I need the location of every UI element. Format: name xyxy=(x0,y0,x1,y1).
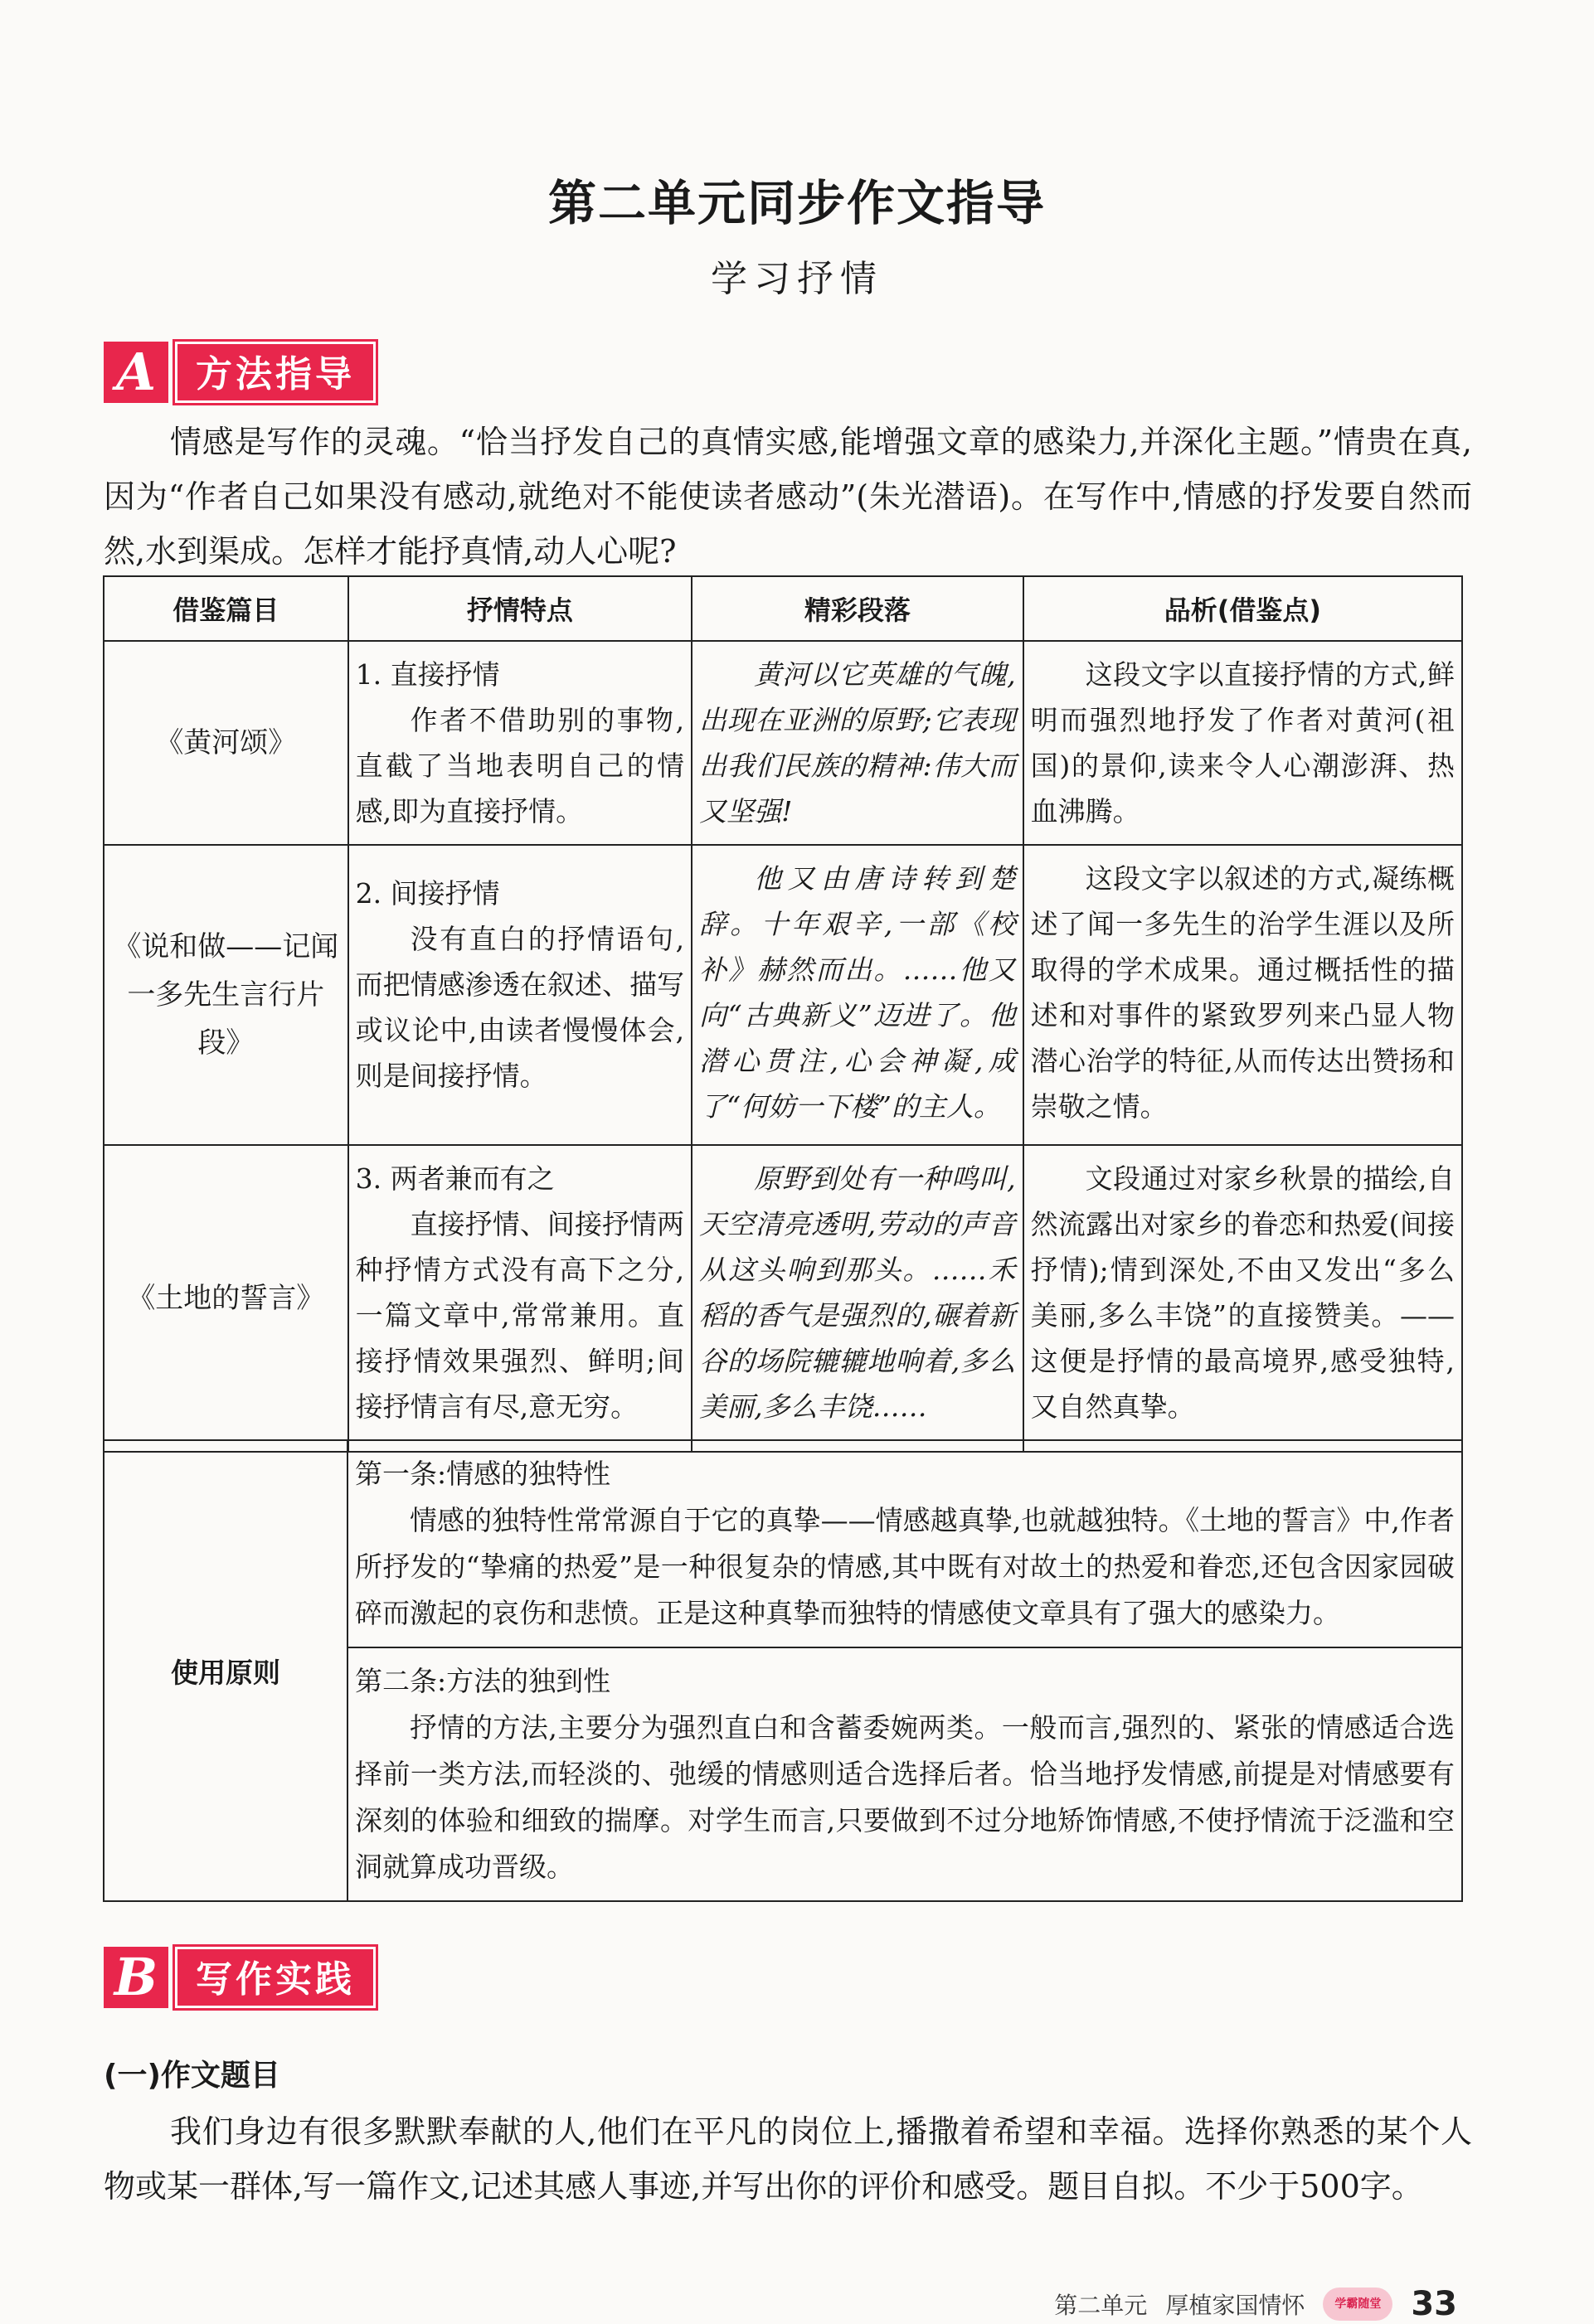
page-number: 33 xyxy=(1411,2285,1457,2323)
analysis-cell xyxy=(1023,1145,1462,1452)
table-header-row xyxy=(104,576,1462,641)
rules-table xyxy=(103,1439,1463,1902)
section-a-letter: A xyxy=(104,342,168,403)
brand-logo: 学霸随堂 xyxy=(1323,2288,1392,2321)
excerpt-cell xyxy=(692,1145,1023,1452)
analysis-text: 这段文字以直接抒情的方式,鲜明而强烈地抒发了作者对黄河(祖国)的景仰,读来令人心潮澎湃、热血沸腾。 xyxy=(1030,658,1455,827)
table-header: 精彩段落 xyxy=(692,576,1023,641)
analysis-cell xyxy=(1023,845,1462,1145)
excerpt-text: 他又由唐诗转到楚辞。十年艰辛,一部《校补》赫然而出。……他又向“古典新义”迈进了。他潜心贯注,心会神凝,成了“何妨一下楼”的主人。 xyxy=(699,862,1016,1123)
analysis-text: 这段文字以叙述的方式,凝练概述了闻一多先生的治学生涯以及所取得的学术成果。通过概括性的描述和对事件的紧致罗列来凸显人物潜心治学的特征,从而传达出赞扬和崇敬之情。 xyxy=(1030,862,1455,1123)
rule-cell xyxy=(347,1440,1462,1647)
feature-text: 没有直白的抒情语句,而把情感渗透在叙述、描写或议论中,由读者慢慢体会,则是间接抒情。 xyxy=(355,923,685,1092)
rule-row xyxy=(104,1440,1462,1647)
excerpt-text: 黄河以它英雄的气魄,出现在亚洲的原野;它表现出我们民族的精神:伟大而又坚强! xyxy=(699,658,1016,827)
analysis-cell xyxy=(1023,641,1462,845)
section-a-intro: 情感是写作的灵魂。“恰当抒发自己的真情实感,能增强文章的感染力,并深化主题。”情贵在真,因为“作者自己如果没有感动,就绝对不能使读者感动”(朱光潜语)。在写作中,情感的抒发要自然而然,水到渠成。怎样才能抒真情,动人心呢? xyxy=(104,424,1472,570)
work-title: 《黄河颂》 xyxy=(104,641,348,845)
section-a-header xyxy=(104,342,376,403)
table-header: 借鉴篇目 xyxy=(104,576,348,641)
analysis-text: 文段通过对家乡秋景的描绘,自然流露出对家乡的眷恋和热爱(间接抒情);情到深处,不由又发出“多么美丽,多么丰饶”的直接赞美。——这便是抒情的最高境界,感受独特,又自然真挚。 xyxy=(1030,1162,1455,1423)
rule-text: 抒情的方法,主要分为强烈直白和含蓄委婉两类。一般而言,强烈的、紧张的情感适合选择前一类方法,而轻淡的、弛缓的情感则适合选择后者。恰当地抒发情感,前提是对情感要有深刻的体验和细致的揣摩。对学生而言,只要做到不过分地矫饰情感,不使抒情流于泛滥和空洞就算成功晋级。 xyxy=(355,1711,1455,1883)
feature-title: 2. 间接抒情 xyxy=(355,877,500,910)
footer-theme: 厚植家国情怀 xyxy=(1165,2292,1305,2319)
table-header: 品析(借鉴点) xyxy=(1023,576,1462,641)
rule-text: 情感的独特性常常源自于它的真挚——情感越真挚,也就越独特。《土地的誓言》中,作者所抒发的“挚痛的热爱”是一种很复杂的情感,其中既有对故土的热爱和眷恋,还包含因家园破碎而激起的哀伤和悲愤。正是这种真挚而独特的情感使文章具有了强大的感染力。 xyxy=(355,1504,1455,1629)
table-row xyxy=(104,845,1462,1145)
table-row xyxy=(104,641,1462,845)
work-title: 《说和做——记闻一多先生言行片段》 xyxy=(104,845,348,1145)
rules-label: 使用原则 xyxy=(104,1440,347,1901)
footer-unit: 第二单元 xyxy=(1054,2292,1148,2319)
essay-topic-heading: (一)作文题目 xyxy=(104,2059,280,2093)
feature-title: 1. 直接抒情 xyxy=(355,658,500,691)
essay-prompt: 我们身边有很多默默奉献的人,他们在平凡的岗位上,播撒着希望和幸福。选择你熟悉的某个人物或某一群体,写一篇作文,记述其感人事迹,并写出你的评价和感受。题目自拟。不少于500字。 xyxy=(104,2113,1472,2205)
feature-cell xyxy=(348,1145,692,1452)
page-footer xyxy=(1054,2285,1457,2323)
feature-title: 3. 两者兼而有之 xyxy=(355,1162,555,1195)
page-title: 第二单元同步作文指导 xyxy=(547,175,1046,231)
rule-cell xyxy=(347,1647,1462,1901)
section-a-title: 方法指导 xyxy=(175,342,376,403)
rule-title: 第一条:情感的独特性 xyxy=(355,1458,611,1490)
excerpt-text: 原野到处有一种鸣叫,天空清亮透明,劳动的声音从这头响到那头。……禾稻的香气是强烈的,碾着新谷的场院辘辘地响着,多么美丽,多么丰饶…… xyxy=(699,1162,1016,1423)
page-subtitle: 学习抒情 xyxy=(711,258,883,300)
table-header: 抒情特点 xyxy=(348,576,692,641)
table-row xyxy=(104,1145,1462,1452)
section-b-letter: B xyxy=(104,1947,168,2008)
rule-title: 第二条:方法的独到性 xyxy=(355,1665,611,1697)
excerpt-cell xyxy=(692,845,1023,1145)
feature-text: 直接抒情、间接抒情两种抒情方式没有高下之分,一篇文章中,常常兼用。直接抒情效果强烈、鲜明;间接抒情言有尽,意无穷。 xyxy=(355,1208,685,1423)
excerpt-cell xyxy=(692,641,1023,845)
method-table xyxy=(103,575,1463,1453)
feature-cell xyxy=(348,845,692,1145)
feature-cell xyxy=(348,641,692,845)
section-b-title: 写作实践 xyxy=(175,1947,376,2008)
work-title: 《土地的誓言》 xyxy=(104,1145,348,1452)
section-b-header xyxy=(104,1947,376,2008)
feature-text: 作者不借助别的事物,直截了当地表明自己的情感,即为直接抒情。 xyxy=(355,704,685,827)
